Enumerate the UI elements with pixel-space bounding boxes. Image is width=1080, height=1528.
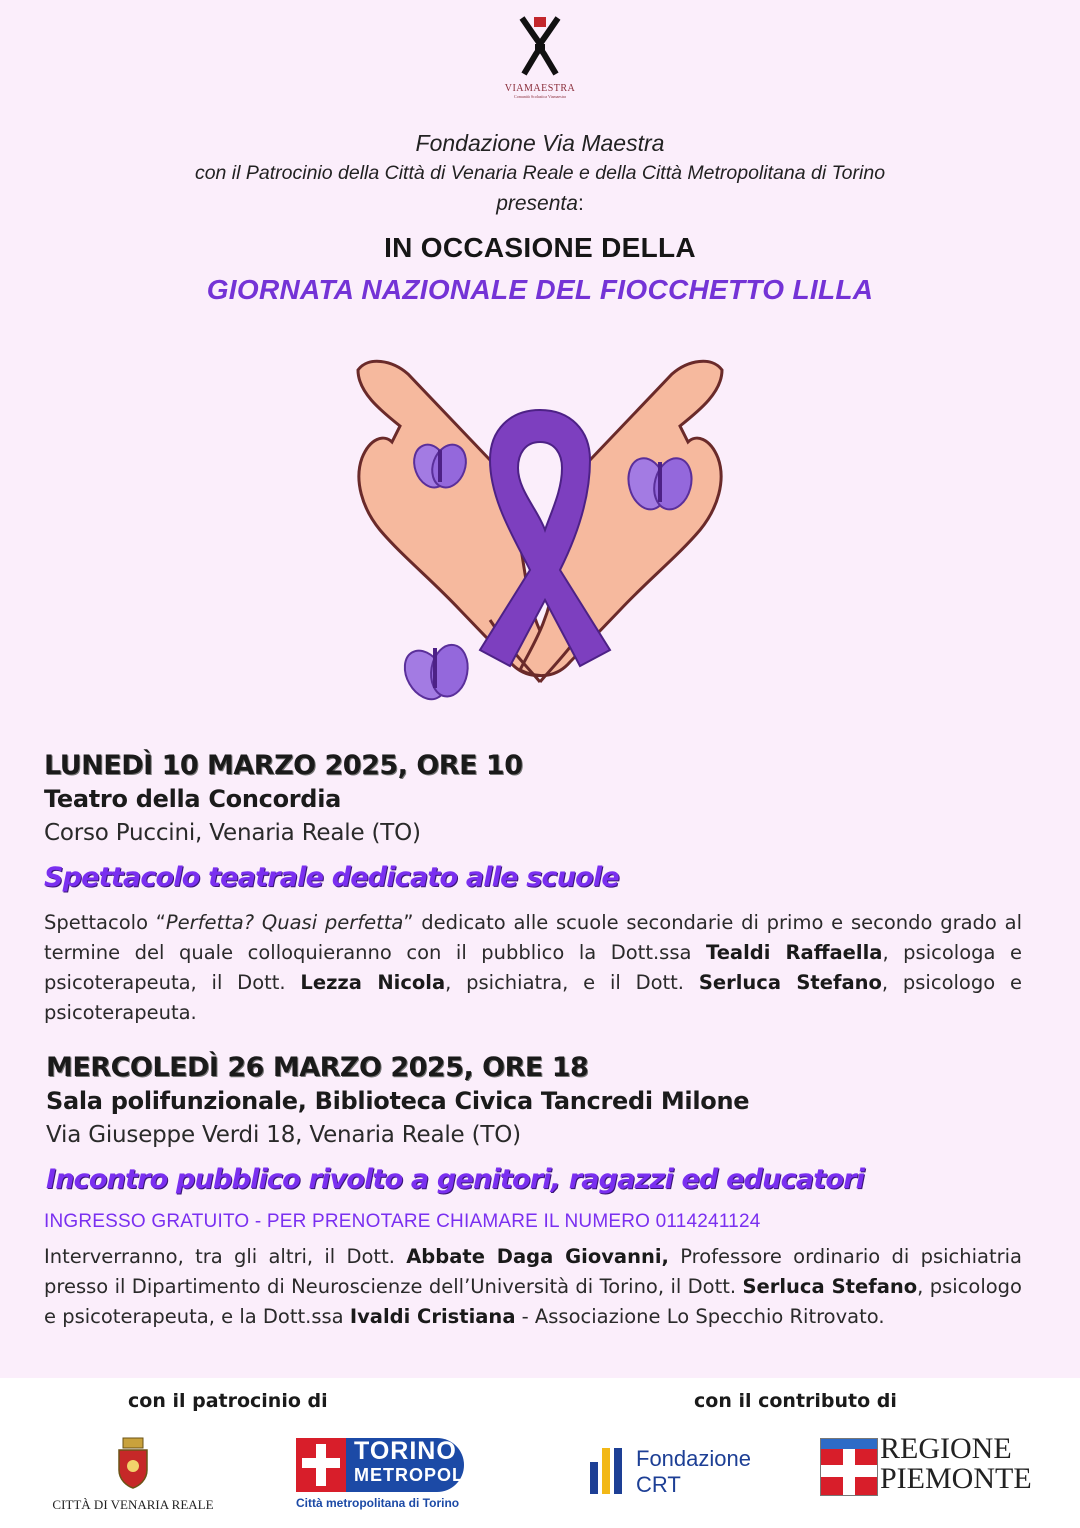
event2-address: Via Giuseppe Verdi 18, Venaria Reale (TO) bbox=[46, 1122, 521, 1148]
event2-description bbox=[44, 1242, 1022, 1332]
contribution-label: con il contributo di bbox=[694, 1390, 897, 1412]
logo-tagline: Comunità Scolastica Viamaestra bbox=[514, 94, 566, 99]
intro-presents-colon: : bbox=[577, 192, 584, 215]
torino-flag-icon bbox=[296, 1438, 346, 1492]
venaria-label: CITTÀ DI VENARIA REALE bbox=[52, 1497, 214, 1512]
event1-text-d: , psichiatra, e il Dott. bbox=[445, 971, 699, 994]
patronage-label: con il patrocinio di bbox=[128, 1390, 328, 1412]
event1-text-b: ” dedicato alle scuole secondarie di primo e secondo grado al termine del quale colloquieranno con il pubblico la Dott.ssa bbox=[44, 911, 1022, 964]
regione-piemonte-logo bbox=[820, 1432, 1032, 1498]
intro-presents-word: presenta bbox=[496, 192, 578, 215]
torino-word: TORINO bbox=[354, 1437, 457, 1465]
metropoli-word: METROPOLI bbox=[354, 1465, 470, 1485]
event2-speaker-serluca: Serluca Stefano bbox=[742, 1275, 918, 1298]
torino-caption: Città metropolitana di Torino bbox=[296, 1496, 460, 1510]
event1-speaker-tealdi: Tealdi Raffaella bbox=[705, 941, 883, 964]
event1-date: LUNEDÌ 10 MARZO 2025, ORE 10 bbox=[44, 750, 523, 781]
event1-address: Corso Puccini, Venaria Reale (TO) bbox=[44, 820, 421, 846]
event2-venue: Sala polifunzionale, Biblioteca Civica Tancredi Milone bbox=[46, 1087, 750, 1115]
headline-day: GIORNATA NAZIONALE DEL FIOCCHETTO LILLA bbox=[206, 274, 874, 305]
footer bbox=[0, 1378, 1080, 1528]
event1-text-a: Spettacolo “ bbox=[44, 911, 166, 934]
viamaestra-mark-icon bbox=[500, 14, 580, 78]
intro-organizer: Fondazione Via Maestra bbox=[415, 130, 665, 156]
regione-word: REGIONE bbox=[880, 1432, 1012, 1465]
intro-presents bbox=[0, 192, 1080, 216]
event2-booking-note: INGRESSO GRATUITO - PER PRENOTARE CHIAMARE IL NUMERO 0114241124 bbox=[44, 1211, 761, 1232]
butterfly-bottom-icon bbox=[397, 642, 472, 707]
event2-speaker-ivaldi: Ivaldi Cristiana bbox=[349, 1305, 516, 1328]
torino-metropoli-logo bbox=[296, 1437, 470, 1518]
event2-date: MERCOLEDÌ 26 MARZO 2025, ORE 18 bbox=[46, 1052, 589, 1083]
event1-text-e: , psicologo e psicoterapeuta. bbox=[44, 971, 1022, 1024]
viamaestra-logo bbox=[500, 14, 580, 99]
logo-name: VIAMAESTRA bbox=[504, 83, 576, 94]
intro-patronage: con il Patrocinio della Città di Venaria Reale e della Città Metropolitana di Torino bbox=[194, 162, 886, 184]
event1-show-title: Perfetta? Quasi perfetta bbox=[165, 911, 404, 934]
crt-line2: CRT bbox=[636, 1472, 681, 1497]
crt-bars-icon bbox=[590, 1448, 624, 1494]
event1-venue: Teatro della Concordia bbox=[44, 785, 342, 813]
event1-description bbox=[44, 908, 1022, 1028]
event1-title: Spettacolo teatrale dedicato alle scuole bbox=[44, 862, 619, 893]
piemonte-flag-icon bbox=[820, 1438, 878, 1496]
event1-speaker-lezza: Lezza Nicola bbox=[300, 971, 446, 994]
piemonte-word: PIEMONTE bbox=[880, 1462, 1032, 1495]
event2-text-c: , psicologo e psicoterapeuta, e la Dott.ssa bbox=[44, 1275, 1022, 1328]
venaria-logo bbox=[48, 1436, 218, 1513]
fondazione-crt-logo bbox=[590, 1448, 770, 1502]
event2-title: Incontro pubblico rivolto a genitori, ragazzi ed educatori bbox=[46, 1164, 865, 1195]
event2-text-d: - Associazione Lo Specchio Ritrovato. bbox=[515, 1305, 885, 1328]
headline-occasion: IN OCCASIONE DELLA bbox=[384, 232, 696, 263]
event2-text-a: Interverranno, tra gli altri, il Dott. bbox=[44, 1245, 407, 1268]
venaria-crest-icon bbox=[113, 1436, 153, 1490]
event1-speaker-serluca: Serluca Stefano bbox=[698, 971, 882, 994]
event2-speaker-abbate: Abbate Daga Giovanni, bbox=[406, 1245, 669, 1268]
event1-text-c: , psicologa e psicoterapeuta, il Dott. bbox=[44, 941, 1023, 994]
event2-text-b: Professore ordinario di psichiatria presso il Dipartimento di Neuroscienze dell’Università di Torino, il Dott. bbox=[44, 1245, 1022, 1298]
hands-ribbon-illustration bbox=[340, 330, 740, 725]
crt-line1: Fondazione bbox=[636, 1446, 751, 1471]
